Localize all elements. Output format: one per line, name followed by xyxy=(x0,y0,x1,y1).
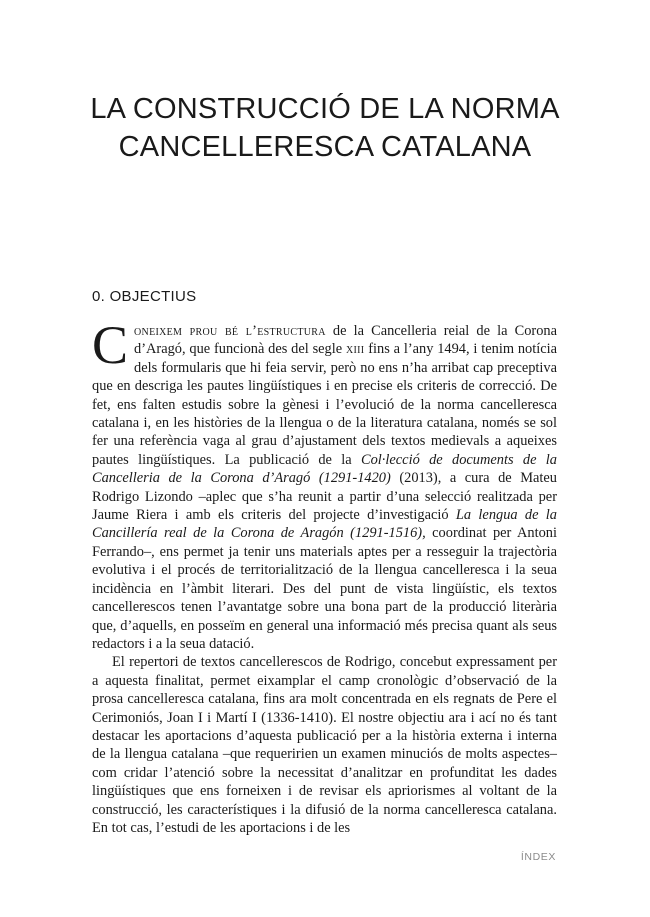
title-line-2: CANCELLERESCA CATALANA xyxy=(118,131,532,163)
paragraph-1 xyxy=(92,315,558,653)
paragraph-1-text-b: fins a l’any 1494, i tenim notícia dels formularis que hi feia servir, però no ens n’ha arribat cap preceptiva que en descriga les pautes lingüístiques i en precise els criteris de correcció. De fet, ens falten estudis sobre la gènesi i l’evolució de la norma cancelleresca catalana i, en les històries de la llengua o de la literatura catalana, només se sol fer una referència vaga al grau d’ajustament dels textos medievals a aqueixes pautes lingüístiques. La publicació de la xyxy=(92,341,557,468)
paragraph-1-text-d: coordinat per Antoni Ferrando–, ens permet ja tenir uns materials aptes per a resseguir la trajectòria evolutiva i el procés de territorialització de la llengua cancelleresca i la seua incidència en l’àmbit literari. Des del punt de vista lingüístic, els textos cancellerescos tenen l’avantatge sobre una bona part de la producció literària que, d’aquells, en posseïm en general una informació més precisa quant als seus redactors i a la seua datació. xyxy=(92,525,557,652)
title-line-1: LA CONSTRUCCIÓ DE LA NORMA xyxy=(90,93,560,125)
page-title xyxy=(60,90,590,166)
section-heading: 0. OBJECTIUS xyxy=(92,288,197,305)
index-link[interactable]: ÍNDEX xyxy=(520,851,556,863)
italic-title-1: Col·lecció de documents de la Cancelleria de la Corona d’Aragó (1291-1420) xyxy=(92,451,557,487)
paragraph-2: El repertori de textos cancellerescos de Rodrigo, concebut expressament per a aquesta finalitat, permet eixamplar el camp cronològic d’observació de la prosa cancelleresca catalana, fins ara molt concentrada en els regnats de Pere el Cerimoniós, Joan I i Martí I (1336-1410). El nostre objectiu ara i ací no és tant destacar les aportacions d’aquesta publicació per a la història externa i interna de la llengua catalana –que requeririen un examen minuciós de molts aspectes– com cridar l’atenció sobre la necessitat d’analitzar en profunditat les dades lingüístiques que ens forneixen i de revisar els apriorismes al voltant de la construcció, les característiques i la difusió de la norma cancelleresca catalana. En tot cas, l’estudi de les aportacions i de les xyxy=(92,654,557,836)
smallcaps-lead: oneixem prou bé l’estructura xyxy=(134,323,326,339)
paragraph-1-text-a: de la Cancelleria reial de la Corona d’Aragó, que funcionà des del segle xyxy=(134,323,557,358)
drop-cap: C xyxy=(92,315,129,375)
century-numeral: xiii xyxy=(345,341,365,358)
body-text xyxy=(92,315,558,837)
paragraph-1-text-c: (2013), a cura de Mateu Rodrigo Lizondo –aplec que s’ha reunit a partir d’una selecció realitzada per Jaume Riera i amb els criteris del projecte d’investigació xyxy=(92,470,557,524)
italic-title-2: La lengua de la Cancillería real de la Corona de Aragón (1291-1516), xyxy=(92,507,558,542)
